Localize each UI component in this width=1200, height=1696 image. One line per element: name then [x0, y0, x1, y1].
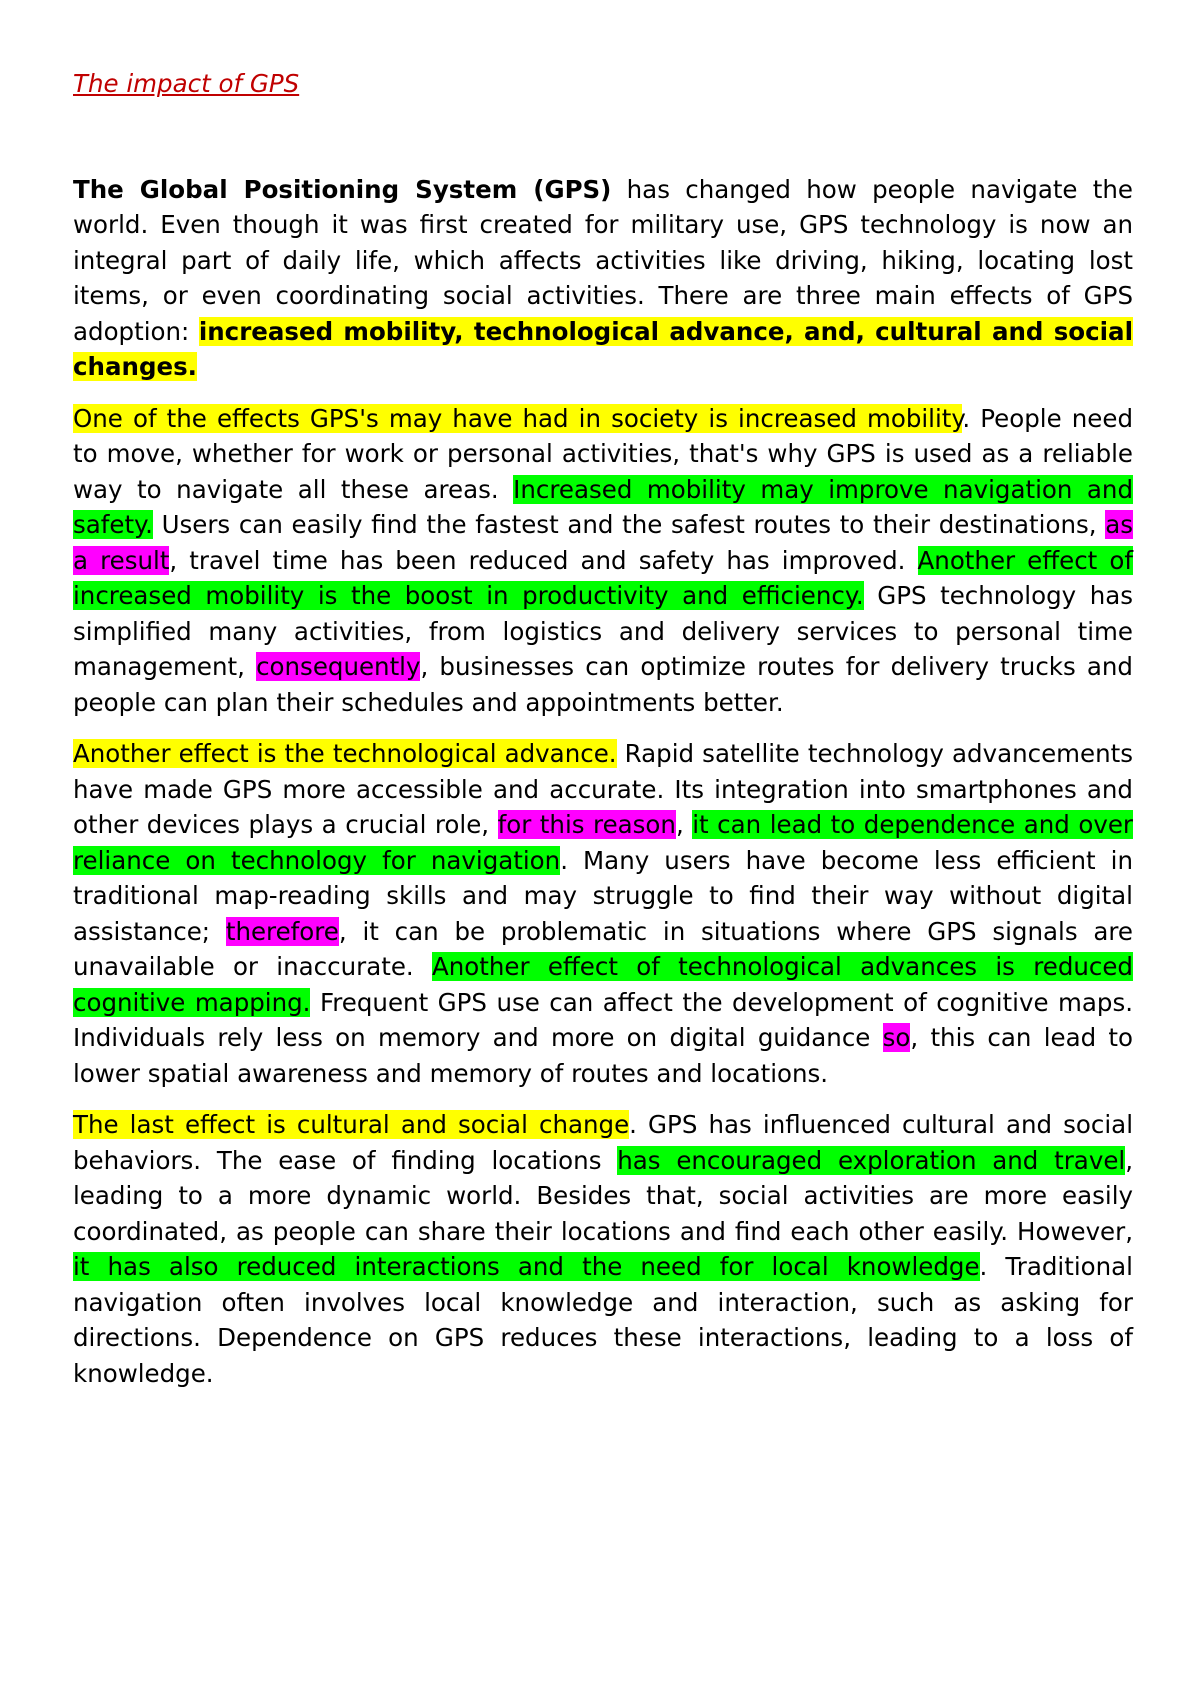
- highlighted-text-yellow: increased mobility, technological advance, and, cultural and social changes.: [73, 316, 1133, 381]
- highlighted-text-green: it can lead to dependence and over reliance on technology for navigation: [73, 810, 1134, 875]
- text-run: The Global Positioning System (GPS): [73, 174, 612, 204]
- text-run: has changed how people navigate the world. Even though it was first created for military use, GPS technology is now an integral part of daily life, which affects activities like driving, hiking, locating lost items, or even coordinating social activities. There are three main effects of GPS adoption:: [73, 174, 1133, 346]
- paragraph-1: [73, 172, 1133, 385]
- paragraph-3: [73, 736, 1133, 1091]
- document-title: The impact of GPS: [73, 69, 300, 98]
- paragraph-2: [73, 401, 1133, 721]
- text-run: , it can be problematic in situations where GPS signals are unavailable or inaccurate.: [73, 916, 1133, 981]
- highlighted-text-yellow: Another effect is the technological advance.: [73, 739, 617, 768]
- highlighted-text-magenta: as a result: [73, 510, 1133, 575]
- highlighted-text-green: has encouraged exploration and travel: [617, 1145, 1126, 1175]
- text-run: ,: [675, 810, 693, 839]
- highlighted-text-yellow: The last effect is cultural and social change: [73, 1110, 630, 1139]
- highlighted-text-green: Another effect of technological advances is reduced cognitive mapping.: [73, 952, 1133, 1017]
- paragraph-4: [73, 1107, 1133, 1391]
- text-run: GPS technology has simplified many activities, from logistics and delivery services to personal time management,: [73, 581, 1133, 681]
- document-page: [73, 66, 1133, 1407]
- text-run: , travel time has been reduced and safety has improved.: [169, 545, 918, 575]
- text-run: . GPS has influenced cultural and social behaviors. The ease of finding locations: [73, 1110, 1133, 1175]
- text-run: . Traditional navigation often involves local knowledge and interaction, such as asking for directions. Dependence on GPS reduces these interactions, leading to a loss of knowledge.: [73, 1252, 1133, 1388]
- text-run: . Many users have become less efficient in traditional map-reading skills and may struggle to find their way without digital assistance;: [73, 845, 1133, 946]
- text-run: Frequent GPS use can affect the development of cognitive maps. Individuals rely less on memory and more on digital guidance: [73, 987, 1133, 1052]
- highlighted-text-green: Another effect of increased mobility is the boost in productivity and efficiency.: [73, 545, 1133, 610]
- highlighted-text-green: Increased mobility may improve navigation and safety.: [73, 474, 1133, 539]
- highlighted-text-magenta: for this reason: [497, 810, 676, 839]
- text-run: , leading to a more dynamic world. Besides that, social activities are more easily coordinated, as people can share their locations and find each other easily. However,: [73, 1145, 1133, 1246]
- highlighted-text-magenta: consequently: [256, 652, 421, 681]
- text-run: Users can easily find the fastest and the safest routes to their destinations,: [152, 510, 1106, 539]
- text-run: , businesses can optimize routes for delivery trucks and people can plan their schedules and appointments better.: [73, 652, 1133, 717]
- highlighted-text-green: it has also reduced interactions and the need for local knowledge: [73, 1252, 980, 1281]
- document-body: [73, 172, 1133, 1392]
- highlighted-text-magenta: therefore: [225, 916, 339, 946]
- text-run: , this can lead to lower spatial awareness and memory of routes and locations.: [73, 1023, 1133, 1088]
- highlighted-text-magenta: so: [882, 1023, 911, 1052]
- highlighted-text-yellow: One of the effects GPS's may have had in society is increased mobility: [73, 403, 963, 433]
- text-run: . People need to move, whether for work or personal activities, that's why GPS is used as a reliable way to navigate all these areas.: [73, 403, 1133, 504]
- text-run: Rapid satellite technology advancements have made GPS more accessible and accurate. Its integration into smartphones and other devices plays a crucial role,: [73, 739, 1133, 839]
